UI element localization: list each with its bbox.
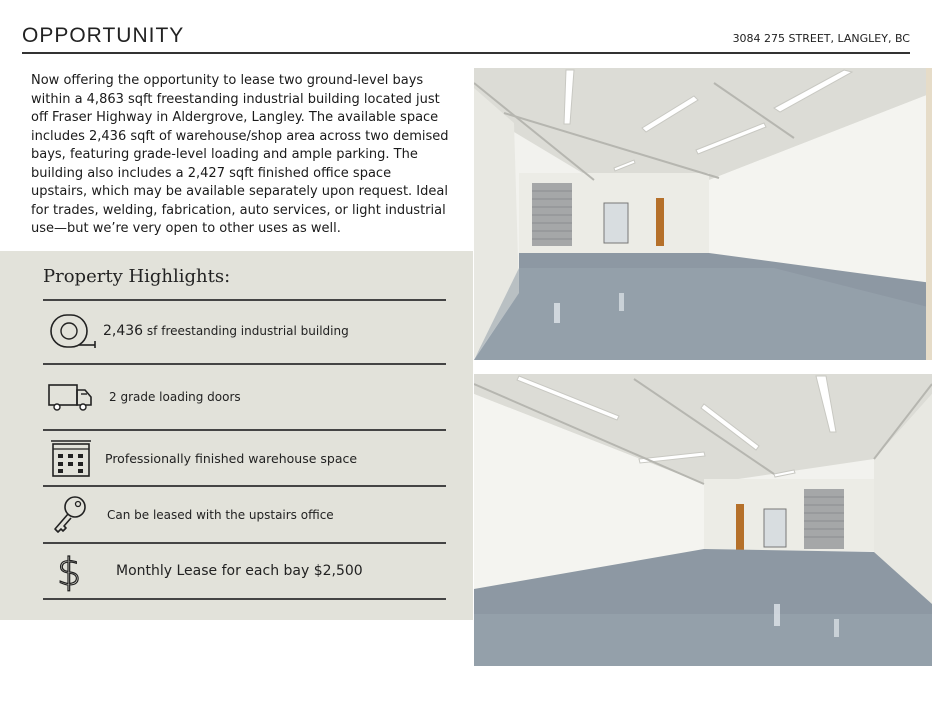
highlight-text: 2 grade loading doors	[109, 390, 241, 404]
highlight-divider	[43, 598, 446, 600]
warehouse-photo-1	[474, 68, 932, 360]
highlight-divider	[43, 429, 446, 431]
highlights-title: Property Highlights:	[43, 266, 231, 287]
highlight-text: Can be leased with the upstairs office	[107, 508, 334, 522]
highlight-item	[43, 549, 446, 593]
highlight-divider	[43, 363, 446, 365]
highlight-divider	[43, 299, 446, 301]
intro-paragraph: Now offering the opportunity to lease two ground-level bays within a 4,863 sqft freestanding industrial building located just off Fraser Highway in Aldergrove, Langley. The available space includes 2,436 sqft of warehouse/shop area across two demised bays, featuring grade-level loading and ample parking. The building also includes a 2,427 sqft finished office space upstairs, which may be available separately upon request. Ideal for trades, welding, fabrication, auto services, or light industrial use—but we’re very open to other uses as well.	[31, 73, 449, 236]
highlight-divider	[43, 485, 446, 487]
dollar-icon	[43, 549, 103, 593]
highlight-item	[43, 309, 446, 353]
tape-measure-icon	[43, 309, 103, 353]
building-icon	[43, 436, 103, 480]
highlight-number: 2,436	[103, 323, 144, 339]
page-title: OPPORTUNITY	[22, 24, 185, 47]
highlight-text: Monthly Lease for each bay $2,500	[116, 563, 363, 579]
highlight-item	[43, 493, 446, 537]
property-address: 3084 275 STREET, LANGLEY, BC	[732, 32, 910, 45]
warehouse-photo-2	[474, 374, 932, 666]
key-icon	[43, 493, 103, 537]
highlight-divider	[43, 542, 446, 544]
highlight-item	[43, 436, 446, 480]
header-divider	[22, 52, 910, 54]
svg-text:$: $	[57, 550, 82, 593]
highlight-text: sf freestanding industrial building	[146, 324, 349, 338]
highlight-text: Professionally finished warehouse space	[105, 450, 358, 466]
truck-icon	[43, 375, 103, 419]
highlight-item	[43, 375, 446, 419]
